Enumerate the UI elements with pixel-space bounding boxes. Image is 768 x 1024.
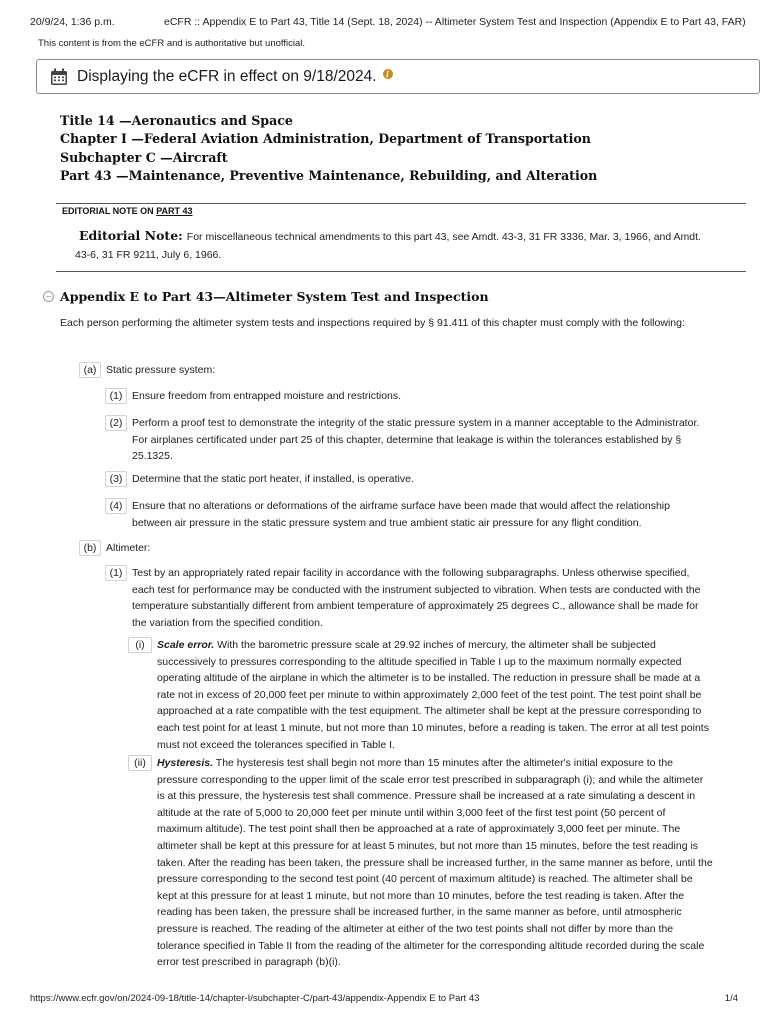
info-icon[interactable]: i xyxy=(383,69,393,79)
appendix-heading xyxy=(43,289,489,304)
print-header xyxy=(30,16,746,28)
part-43-link[interactable]: PART 43 xyxy=(156,206,193,216)
paragraph-label-b1i[interactable]: (i) xyxy=(128,637,152,653)
scale-error-body: With the barometric pressure scale at 29.92 inches of mercury, the altimeter shall be subjected successively to pressures corresponding to the altitude specified in Table I up to the maximum normally expected operating altitude of the airplane in which the altimeter is to be installed. The reduction in pressure shall be made at a rate not in excess of 20,000 feet per minute to within approximately 2,000 feet of the test point. The test point shall be approached at a rate compatible with the test equipment. The altimeter shall be kept at the pressure corresponding to each test point for at least 1 minute, but not more than 10 minutes, before a reading is taken. The error at all test points must not exceed the tolerances specified in Table I. xyxy=(157,639,709,751)
hierarchy-title[interactable]: Title 14 —Aeronautics and Space xyxy=(60,113,293,128)
hysteresis-body: The hysteresis test shall begin not more than 15 minutes after the altimeter's initial exposure to the pressure corresponding to the upper limit of the scale error test prescribed in subparagraph (i); and while the altimeter is at this pressure, the hysteresis test shall commence. Pressure shall be increased at a rate simulating a descent in altitude at the rate of 5,000 to 20,000 feet per minute until within 3,000 feet of the first test point (50 percent of maximum altitude). The test point shall then be approached at a rate of approximately 3,000 feet per minute. The altimeter shall be kept at this pressure for at least 5 minutes, but not more than 15 minutes, before the test reading is taken. After the reading has been taken, the pressure shall be increased further, in the same manner as before, until the pressure corresponding to the second test point (40 percent of maximum altitude) is reached. The altimeter shall be kept at this pressure for at least 1 minute, but not more than 10 minutes, before the test reading is taken. After the reading has been taken, the pressure shall be increased further, in the same manner as before, until atmospheric pressure is reached. The reading of the altimeter at either of the two test points shall not differ by more than the tolerance specified in Table II from the reading of the altimeter for the corresponding altitude recorded during the scale error test prescribed in paragraph (b)(i). xyxy=(157,757,713,969)
print-page-title: eCFR :: Appendix E to Part 43, Title 14 (Sept. 18, 2024) -- Altimeter System Test and Inspection (Appendix E to Part 43, FAR) xyxy=(164,16,746,28)
divider xyxy=(56,203,746,204)
paragraph-label-a1[interactable]: (1) xyxy=(105,388,127,404)
paragraph-b-text: Altimeter: xyxy=(106,542,151,554)
banner-text: Displaying the eCFR in effect on 9/18/2024. xyxy=(77,67,377,85)
editorial-heading: Editorial Note: xyxy=(79,228,183,243)
paragraph-label-a2[interactable]: (2) xyxy=(105,415,127,431)
hysteresis-heading: Hysteresis. xyxy=(157,757,214,769)
editorial-text: For miscellaneous technical amendments to this part 43, see Amdt. 43-3, 31 FR 3336, Mar. 3, 1966, and Amdt. 43-6, 31 FR 9211, July 6, 1966. xyxy=(75,231,701,261)
collapse-toggle-icon[interactable]: – xyxy=(43,291,54,302)
paragraph-label-a3[interactable]: (3) xyxy=(105,471,127,487)
scale-error-heading: Scale error. xyxy=(157,639,215,651)
hierarchy-subchapter[interactable]: Subchapter C —Aircraft xyxy=(60,149,228,165)
divider xyxy=(56,271,746,272)
appendix-title: Appendix E to Part 43—Altimeter System Test and Inspection xyxy=(60,289,489,304)
paragraph-a4-text: Ensure that no alterations or deformations of the airframe surface have been made that would affect the relationship between air pressure in the static pressure system and true ambient static air pressure for any flight condition. xyxy=(132,500,670,529)
paragraph-a-text: Static pressure system: xyxy=(106,364,216,376)
editorial-note-label xyxy=(62,206,193,216)
footer-url: https://www.ecfr.gov/on/2024-09-18/title-14/chapter-I/subchapter-C/part-43/appendix-Appendix E to Part 43 xyxy=(30,993,480,1004)
print-timestamp: 20/9/24, 1:36 p.m. xyxy=(30,16,115,28)
hierarchy-chapter[interactable]: Chapter I —Federal Aviation Administration, Department of Transportation xyxy=(60,131,591,147)
paragraph-a1-text: Ensure freedom from entrapped moisture and restrictions. xyxy=(132,390,402,402)
paragraph-a2-text: Perform a proof test to demonstrate the integrity of the static pressure system in a manner acceptable to the Administrator. For airplanes certificated under part 25 of this chapter, determine that leakage is within the tolerances established by § 25.1325. xyxy=(132,417,700,463)
paragraph-b1ii-text xyxy=(157,755,713,971)
paragraph-label-b1ii[interactable]: (ii) xyxy=(128,755,152,771)
appendix-intro: Each person performing the altimeter system tests and inspections required by § 91.411 of this chapter must comply with the following: xyxy=(60,317,685,329)
ecfr-date-banner xyxy=(36,59,760,94)
editorial-note xyxy=(75,227,715,264)
paragraph-label-b[interactable]: (b) xyxy=(79,540,101,556)
paragraph-b1-text: Test by an appropriately rated repair facility in accordance with the following subparagraphs. Unless otherwise specified, each test for performance may be conducted with the instrument subjected to vibration. When tests are conducted with the temperature substantially different from ambient temperature of approximately 25 degrees C., allowance shall be made for the variation from the specified condition. xyxy=(132,567,701,629)
paragraph-label-b1[interactable]: (1) xyxy=(105,565,127,581)
document-hierarchy xyxy=(60,112,597,186)
editorial-label-text: EDITORIAL NOTE ON xyxy=(62,206,157,216)
calendar-icon xyxy=(50,68,68,86)
hierarchy-part[interactable]: Part 43 —Maintenance, Preventive Maintenance, Rebuilding, and Alteration xyxy=(60,168,598,184)
footer-page-number: 1/4 xyxy=(724,993,738,1004)
paragraph-a3-text: Determine that the static port heater, if installed, is operative. xyxy=(132,473,414,485)
paragraph-label-a4[interactable]: (4) xyxy=(105,498,127,514)
paragraph-label-a[interactable]: (a) xyxy=(79,362,101,378)
authority-notice: This content is from the eCFR and is authoritative but unofficial. xyxy=(38,38,306,49)
paragraph-b1i-text xyxy=(157,637,713,753)
